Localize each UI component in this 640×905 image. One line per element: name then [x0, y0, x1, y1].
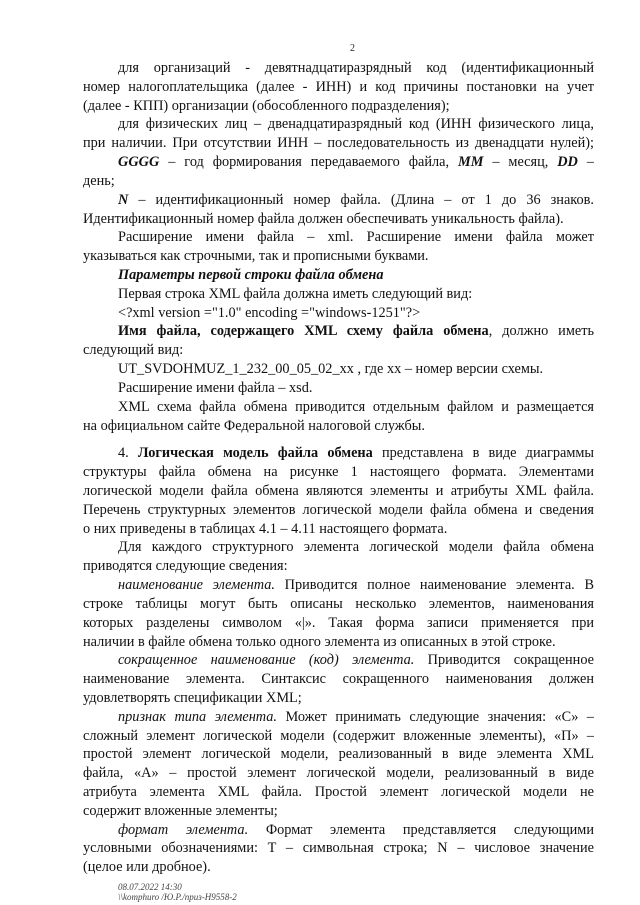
paragraph-line: Первая строка XML файла должна иметь следующий вид:	[118, 286, 473, 302]
paragraph-line: Для каждого структурного элемента логической модели файла обмена	[118, 539, 594, 555]
paragraph-line	[118, 709, 594, 726]
paragraph-text: –	[577, 154, 594, 170]
paragraph-line: приводятся следующие сведения:	[83, 558, 288, 574]
paragraph-text: – идентификационный номер файла. (Длина – от 1 до 36 знаков.	[128, 192, 594, 208]
paragraph-text: Формат элемента представляется следующими	[248, 822, 594, 838]
paragraph-line: следующий вид:	[83, 342, 184, 358]
emphasis-text: Имя файла, содержащего XML схему файла обмена	[118, 323, 489, 339]
code-line: UT_SVDOHMUZ_1_232_00_05_02_xx , где хх – номер версии схемы.	[118, 361, 544, 377]
paragraph-line: номер налогоплательщика (далее - ИНН) и код причины постановки на учет	[83, 79, 594, 95]
paragraph-line: файла, «А» – простой элемент логической модели, реализованный в виде	[83, 765, 594, 781]
paragraph-line: при наличии. При отсутствии ИНН – последовательность из двенадцати нулей);	[83, 135, 594, 151]
paragraph-line: Расширение имени файла – xml. Расширение имени файла может	[118, 229, 594, 245]
emphasis-text: MM	[457, 154, 484, 170]
paragraph-line	[118, 154, 594, 171]
paragraph-text: Может принимать следующие значения: «С» –	[277, 709, 594, 725]
paragraph-line: условными обозначениями: T – символьная строка; N – числовое значение	[83, 840, 594, 856]
section-heading	[118, 267, 594, 284]
paragraph-line: для физических лиц – двенадцатиразрядный код (ИНН физического лица,	[118, 116, 594, 132]
section-heading-text: Параметры первой строки файла обмена	[118, 267, 384, 283]
paragraph-line: XML схема файла обмена приводится отдельным файлом и размещается	[118, 399, 594, 415]
paragraph-line: Перечень структурных элементов логической модели файла обмена и сведения	[83, 502, 594, 518]
paragraph-line: для организаций - девятнадцатиразрядный код (идентификационный	[118, 60, 594, 76]
paragraph-line: Идентификационный номер файла должен обеспечивать уникальность файла).	[83, 211, 564, 227]
paragraph-line: наименование элемента. Синтаксис сокращенного наименования должен	[83, 671, 594, 687]
emphasis-text: N	[118, 192, 129, 208]
paragraph-text: Приводится полное наименование элемента. В	[274, 577, 594, 593]
emphasis-text: GGGG	[118, 154, 160, 170]
paragraph-text: Приводится сокращенное	[414, 652, 594, 668]
paragraph-line: на официальном сайте Федеральной налоговой службы.	[83, 418, 425, 434]
paragraph-line	[118, 323, 594, 340]
paragraph-line	[118, 445, 594, 462]
footer-path: \\komphuro /Ю.Р./приз-Н9558-2	[118, 892, 237, 902]
paragraph-line: сложный элемент логической модели (содержит вложенные элементы), «П» –	[83, 728, 594, 744]
emphasis-text: наименование элемента.	[118, 577, 275, 593]
paragraph-line	[118, 577, 594, 594]
paragraph-text: – месяц,	[483, 154, 558, 170]
paragraph-line: (далее - КПП) организации (обособленного подразделения);	[83, 98, 450, 114]
paragraph-line: удовлетворять спецификации XML;	[83, 690, 302, 706]
emphasis-text: признак типа элемента.	[118, 709, 278, 725]
paragraph-line: содержит вложенные элементы;	[83, 803, 278, 819]
code-line: <?xml version ="1.0" encoding ="windows-1251"?>	[118, 305, 421, 321]
paragraph-line	[118, 652, 594, 669]
paragraph-line: атрибута элемента XML файла. Простой элемент логической модели не	[83, 784, 594, 800]
paragraph-line: которых разделены символом «|». Такая форма записи применяется при	[83, 615, 594, 631]
paragraph-text: – год формирования передаваемого файла,	[159, 154, 458, 170]
paragraph-text: , должно иметь	[488, 323, 594, 339]
paragraph-text: 4.	[118, 445, 138, 461]
paragraph-line: о них приведены в таблицах 4.1 – 4.11 настоящего формата.	[83, 521, 448, 537]
paragraph-line: наличии в файле обмена только одного элемента из описанных в этой строке.	[83, 634, 556, 650]
footer-timestamp: 08.07.2022 14:30	[118, 882, 182, 892]
paragraph-line: указываться как строчными, так и прописными буквами.	[83, 248, 429, 264]
paragraph-line: логической модели файла обмена являются элементы и атрибуты XML файла.	[83, 483, 594, 499]
paragraph-line	[118, 192, 594, 209]
page-number: 2	[350, 43, 355, 54]
emphasis-text: формат элемента.	[118, 822, 249, 838]
paragraph-line: (целое или дробное).	[83, 859, 211, 875]
paragraph-line: строке таблицы могут быть описаны несколько элементов, наименования	[83, 596, 594, 612]
emphasis-text: сокращенное наименование (код) элемента.	[118, 652, 415, 668]
emphasis-text: DD	[557, 154, 578, 170]
paragraph-line: день;	[83, 173, 115, 189]
emphasis-text: Логическая модель файла обмена	[137, 445, 373, 461]
paragraph-text: представлена в виде диаграммы	[372, 445, 594, 461]
paragraph-line: простой элемент логической модели, реализованный в виде элемента XML	[83, 746, 594, 762]
paragraph-line: Расширение имени файла – xsd.	[118, 380, 313, 396]
paragraph-line	[118, 822, 594, 839]
paragraph-line: структуры файла обмена на рисунке 1 настоящего формата. Элементами	[83, 464, 594, 480]
